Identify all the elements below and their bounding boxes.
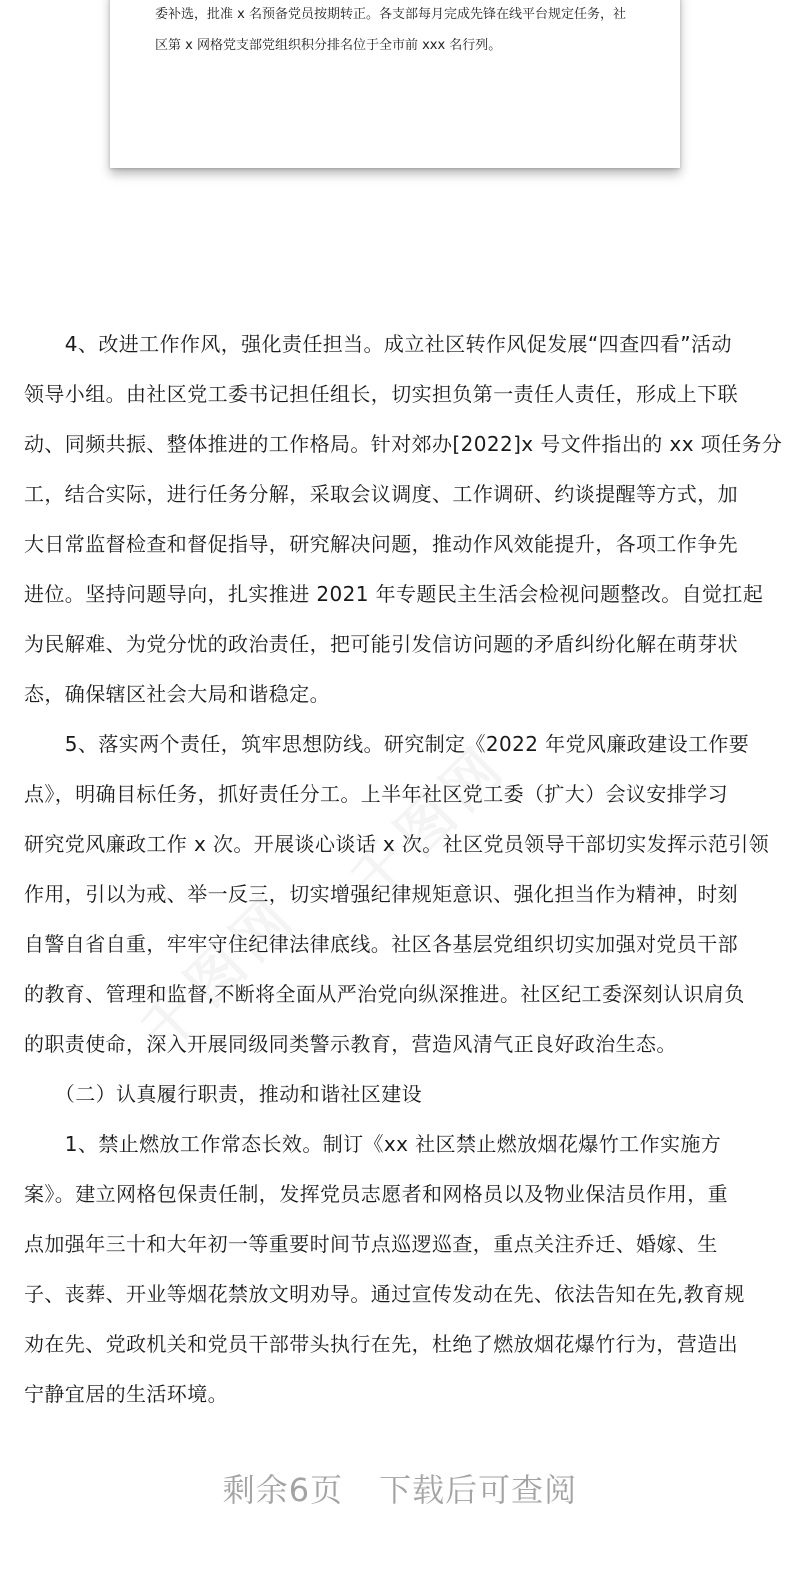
paragraph-line: 宁静宜居的生活环境。	[24, 1382, 228, 1406]
paragraph-line: 点》，明确目标任务，抓好责任分工。上半年社区党工委（扩大）会议安排学习	[24, 782, 728, 806]
preview-line-2: 区第 x 网格党支部党组织积分排名位于全市前 xxx 名行列。	[155, 38, 502, 53]
paragraph-line: 4、改进工作作风，强化责任担当。成立社区转作风促发展“四查四看”活动	[24, 332, 732, 356]
paragraph-line: 研究党风廉政工作 x 次。开展谈心谈话 x 次。社区党员领导干部切实发挥示范引领	[24, 832, 770, 856]
preview-line-1: 委补选，批准 x 名预备党员按期转正。各支部每月完成先锋在线平台规定任务，社	[155, 7, 626, 22]
paragraph-line: 领导小组。由社区党工委书记担任组长，切实担负第一责任人责任，形成上下联	[24, 382, 738, 406]
paragraph-line: 的教育、管理和监督,不断将全面从严治党向纵深推进。社区纪工委深刻认识肩负	[24, 982, 745, 1006]
remaining-pages-notice[interactable]	[0, 1470, 800, 1510]
paragraph-line: 态，确保辖区社会大局和谐稳定。	[24, 682, 330, 706]
paragraph-line: 工，结合实际，进行任务分解，采取会议调度、工作调研、约谈提醒等方式，加	[24, 482, 738, 506]
section-heading: （二）认真履行职责，推动和谐社区建设	[24, 1082, 422, 1106]
paragraph-line: 为民解难、为党分忧的政治责任，把可能引发信访问题的矛盾纠纷化解在萌芽状	[24, 632, 738, 656]
paragraph-line: 1、禁止燃放工作常态长效。制订《xx 社区禁止燃放烟花爆竹工作实施方	[24, 1132, 722, 1156]
remaining-pages-count: 剩余6页	[222, 1471, 344, 1509]
paragraph-line: 大日常监督检查和督促指导，研究解决问题，推动作风效能提升，各项工作争先	[24, 532, 738, 556]
previous-page-card	[110, 0, 680, 168]
paragraph-line: 进位。坚持问题导向，扎实推进 2021 年专题民主生活会检视问题整改。自觉扛起	[24, 582, 764, 606]
paragraph-line: 5、落实两个责任，筑牢思想防线。研究制定《2022 年党风廉政建设工作要	[24, 732, 750, 756]
paragraph-line: 子、丧葬、开业等烟花禁放文明劝导。通过宣传发动在先、依法告知在先,教育规	[24, 1282, 745, 1306]
paragraph-line: 的职责使命，深入开展同级同类警示教育，营造风清气正良好政治生态。	[24, 1032, 677, 1056]
download-hint: 下载后可查阅	[379, 1471, 578, 1509]
paragraph-line: 点加强年三十和大年初一等重要时间节点巡逻巡查，重点关注乔迁、婚嫁、生	[24, 1232, 718, 1256]
paragraph-line: 自警自省自重，牢牢守住纪律法律底线。社区各基层党组织切实加强对党员干部	[24, 932, 738, 956]
paragraph-line: 案》。建立网格包保责任制，发挥党员志愿者和网格员以及物业保洁员作用，重	[24, 1182, 728, 1206]
paragraph-line: 动、同频共振、整体推进的工作格局。针对郊办[2022]x 号文件指出的 xx 项任务分	[24, 432, 783, 456]
paragraph-line: 劝在先、党政机关和党员干部带头执行在先，杜绝了燃放烟花爆竹行为，营造出	[24, 1332, 738, 1356]
paragraph-line: 作用，引以为戒、举一反三，切实增强纪律规矩意识、强化担当作为精神，时刻	[24, 882, 738, 906]
